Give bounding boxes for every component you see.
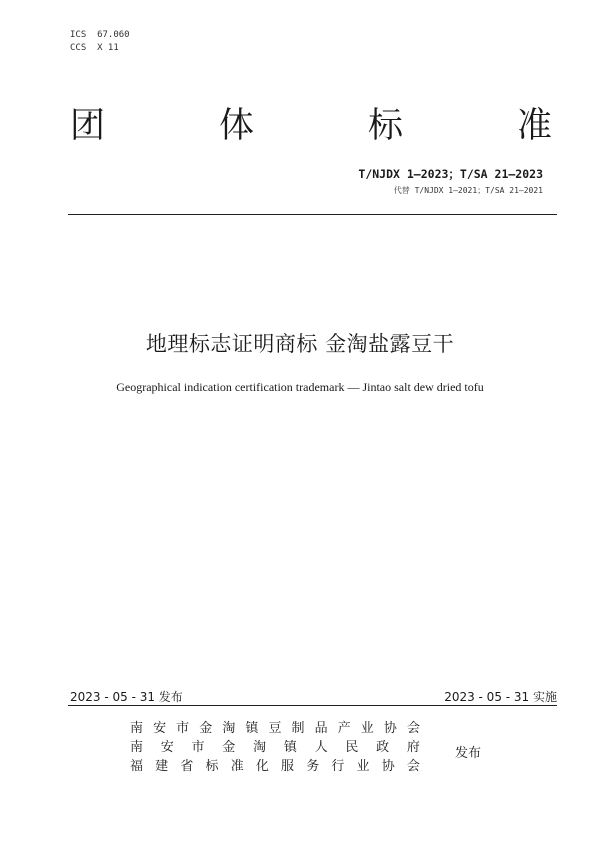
bottom-divider [68,705,557,706]
document-title-chinese: 地理标志证明商标 金淘盐露豆干 [145,332,455,356]
classification-codes [70,29,130,55]
implement-date: 2023 - 05 - 31 实施 [444,690,557,704]
document-title-english: Geographical indication certification trademark — Jintao salt dew dried tofu [116,380,484,394]
issuer-char: 会 [406,759,420,774]
issuer-char: 镇 [283,740,297,755]
issuer-char: 化 [255,759,269,774]
standard-code: T/NJDX 1—2023；T/SA 21—2023 [358,167,543,181]
issuer-char: 政 [376,740,390,755]
issuer-char: 民 [345,740,359,755]
issuer-char: 南 [130,721,144,736]
issuer-char: 金 [222,740,236,755]
issuer-char: 安 [160,740,174,755]
issuer-char: 协 [383,721,397,736]
issuer-char: 市 [176,721,190,736]
issuer-char: 务 [306,759,320,774]
standard-type-char: 标 [367,106,403,146]
issuer-char: 服 [281,759,295,774]
issuer-char: 淘 [253,740,267,755]
issuer-char: 金 [199,721,213,736]
issuer-char: 产 [337,721,351,736]
issuer-char: 福 [130,759,144,774]
issuer-line [130,719,420,738]
replaces-code: 代替 T/NJDX 1—2021；T/SA 21—2021 [393,186,543,195]
issuer-char: 业 [356,759,370,774]
issuer-char: 建 [155,759,169,774]
issued-label: 发布 [455,746,482,761]
issuer-char: 淘 [222,721,236,736]
issuer-char: 省 [180,759,194,774]
issuer-char: 制 [291,721,305,736]
issuer-char: 人 [314,740,328,755]
standard-type-char: 准 [516,106,552,146]
issuing-organizations [130,719,420,776]
issuer-char: 协 [381,759,395,774]
publish-date: 2023 - 05 - 31 发布 [70,690,183,704]
issuer-line [130,757,420,776]
issuer-char: 南 [130,740,144,755]
standard-type-char: 体 [218,106,254,146]
issuer-char: 豆 [268,721,282,736]
issuer-char: 标 [205,759,219,774]
issuer-char: 品 [314,721,328,736]
standard-type-char: 团 [70,106,106,146]
issuer-char: 镇 [245,721,259,736]
ccs-code: CCS X 11 [70,43,119,53]
issuer-line [130,738,420,757]
ics-code: ICS 67.060 [70,30,130,40]
issuer-char: 市 [191,740,205,755]
issuer-char: 准 [230,759,244,774]
issuer-char: 行 [331,759,345,774]
issuer-char: 会 [406,721,420,736]
top-divider [68,214,557,215]
standard-type-heading [70,104,552,148]
issuer-char: 业 [360,721,374,736]
issuer-char: 府 [406,740,420,755]
issuer-char: 安 [153,721,167,736]
